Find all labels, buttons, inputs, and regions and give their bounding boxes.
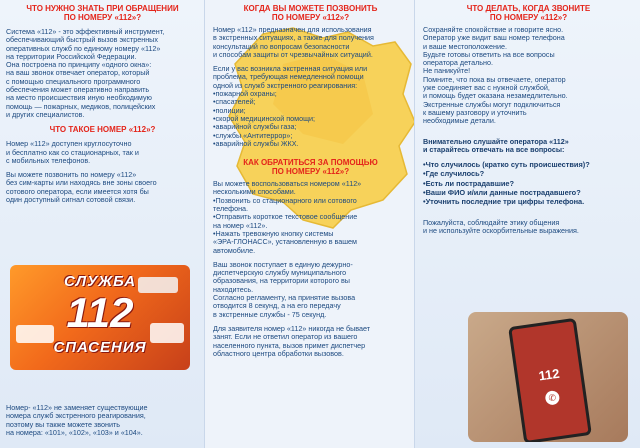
phone-screen — [508, 318, 592, 442]
text-dispatch: Ваш звонок поступает в единую дежурно- диспетчерскую службу муниципального образования, на территории которого вы находитесь. Согласно регламенту, на принятие вызова отводится 8 секунд, а на его передачу в экстренные службы - 75 секунд. — [213, 259, 356, 319]
text-services-list: Если у вас возникла экстренная ситуация или проблема, требующая немедленной помощи одной из служб экстренного реагирования: •пожарной охраны; •спасателей; •полиции; •скорой медицинской помощи; •аварийной службы газа; •службы «Антитеррор»; •аварийной службы ЖКХ. — [213, 64, 368, 148]
heading-when-to-call: КОГДА ВЫ МОЖЕТЕ ПОЗВОНИТЬ ПО НОМЕРУ «112»? — [243, 4, 378, 22]
column-middle — [205, 0, 415, 448]
phone-photo — [468, 312, 628, 442]
banner-number: 112 — [66, 289, 134, 336]
phone-call-icon: ✆ — [544, 390, 560, 406]
text-purpose: Номер «112» предназначен для использования в экстренных ситуациях, а также для получения консультаций по вопросам безопасности и способам защиты от чрезвычайных ситуаций. — [213, 25, 374, 59]
heading-what-is-112: ЧТО ТАКОЕ НОМЕР «112»? — [49, 125, 156, 135]
text-other-numbers: Номер- «112» не заменяет существующие номера служб экстренного реагирования, поэтому вы также можете звонить на номера: «101», «102», «103» и «104». — [6, 403, 148, 437]
banner-line2: СПАСЕНИЯ — [53, 339, 147, 356]
text-no-sim: Вы можете позвонить по номеру «112» без сим-карты или находясь вне зоны своего сотового оператора, если имеется хотя бы один доступный сигнал сотовой связи. — [6, 170, 157, 205]
service-112-banner — [10, 265, 190, 370]
heading-how-to-contact: КАК ОБРАТИТЬСЯ ЗА ПОМОЩЬЮ ПО НОМЕРУ «112»? — [243, 158, 378, 177]
column-left — [0, 0, 205, 448]
text-listen-operator: Внимательно слушайте оператора «112» и старайтесь отвечать на все вопросы: — [423, 136, 569, 154]
text-instructions: Сохраняйте спокойствие и говорите ясно. Оператор уже видит ваш номер телефона и ваше местоположение. Будьте готовы ответить на все вопросы оператора детально. Не паникуйте! Помните, что пока вы отвечаете, оператор уже соединяет вас с нужной службой, и помощь будет оказана незамедлительно. Экстренные службы могут подключиться к вашему разговору и уточнить необходимые детали. — [423, 25, 568, 126]
heading-what-to-know: ЧТО НУЖНО ЗНАТЬ ПРИ ОБРАЩЕНИИ ПО НОМЕРУ «112»? — [26, 4, 179, 22]
text-methods: Вы можете воспользоваться номером «112» несколькими способами. •Позвонить со стационарного или сотового телефона. •Отправить короткое текстовое сообщение на номер «112». •Нажать тревожную кнопку системы «ЭРА-ГЛОНАСС», установленную в вашем автомобиле. — [213, 179, 362, 255]
text-never-busy: Для заявителя номер «112» никогда не бывает занят. Если не ответил оператор из вашего населенного пункта, вызов примет диспетчер областного центра обработки вызовов. — [213, 323, 371, 358]
phone-screen-number: 112 — [537, 365, 561, 384]
text-etiquette: Пожалуйста, соблюдайте этику общения и не используйте оскорбительные выражения. — [423, 217, 579, 235]
operator-questions-list: •Что случилось (кратко суть происшествия)? •Где случилось? •Есть ли пострадавшие? •Ваши ФИО и/или данные пострадавшего? •Уточнить последние три цифры телефона. — [423, 160, 590, 207]
text-availability: Номер «112» доступен круглосуточно и бесплатно как со стационарных, так и с мобильных телефонов. — [6, 139, 139, 165]
heading-what-to-do: ЧТО ДЕЛАТЬ, КОГДА ЗВОНИТЕ ПО НОМЕРУ «112»? — [466, 4, 591, 22]
text-system-112: Система «112» - это эффективный инструмент, обеспечивающий быстрый вызов экстренных оперативных служб по единому номеру «112» на территории Российской Федерации. Она построена по принципу «одного окна»: на ваш звонок отвечает оператор, который с помощью специального программного обеспечения может оперативно направить на место происшествия иную необходимую помощь — пожарных, медиков, полицейских и других специалистов. — [6, 27, 165, 119]
banner-line1: СЛУЖБА — [63, 273, 137, 290]
